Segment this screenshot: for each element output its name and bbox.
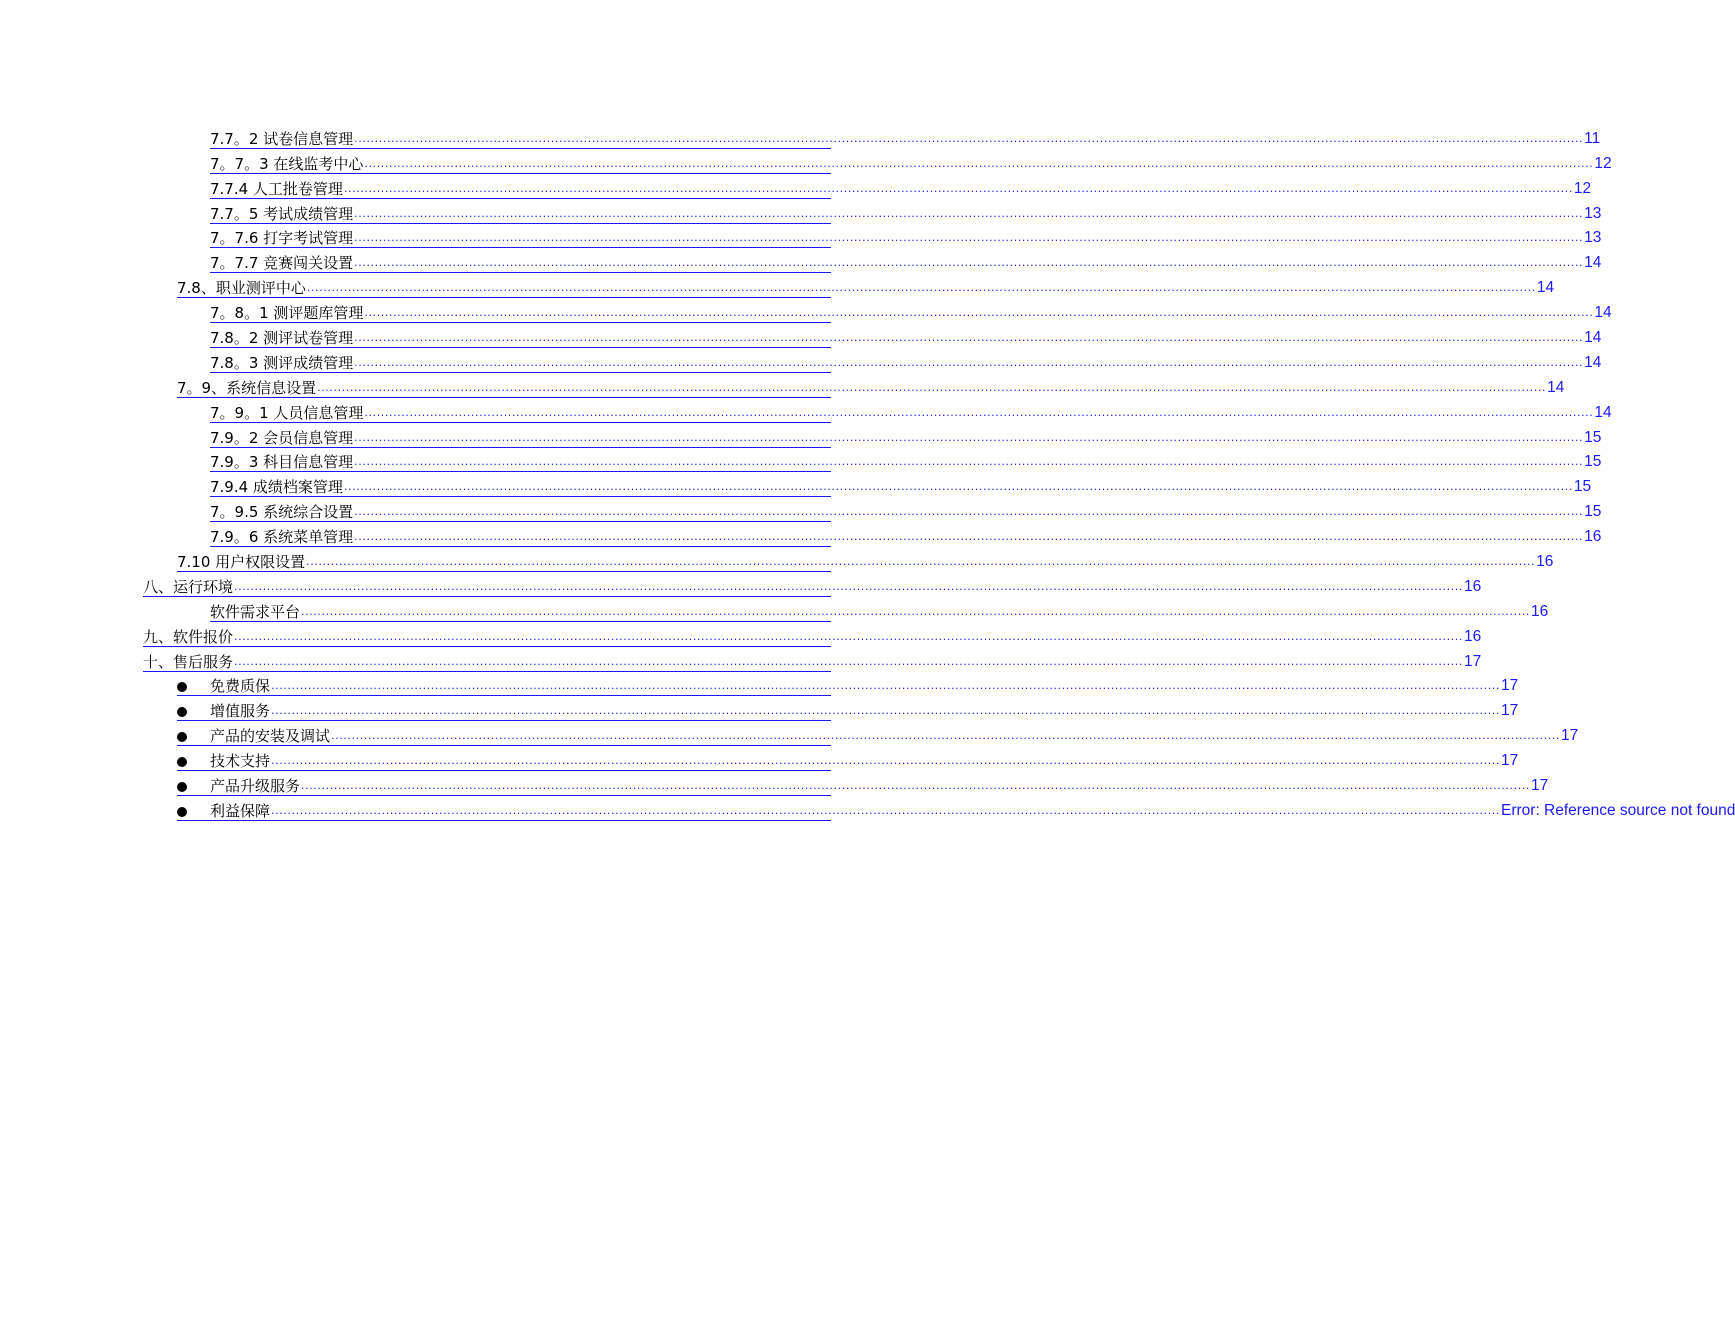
toc-row — [177, 746, 1519, 771]
dot-leader: ............................................................................................................................................................................................................................................................................................................ — [364, 306, 1594, 320]
toc-entry-title: 7.7。5 考试成绩管理 — [210, 204, 354, 223]
toc-row — [177, 273, 1555, 298]
toc-entry-title: 7.8。3 测评成绩管理 — [210, 353, 354, 372]
toc-entry-link[interactable] — [143, 627, 1482, 647]
toc-entry-title: 7。7.6 打字考试管理 — [210, 229, 354, 248]
toc-page-number: 13 — [1584, 229, 1602, 247]
toc-entry-link[interactable] — [210, 403, 1612, 423]
toc-page-number: 14 — [1594, 304, 1612, 322]
toc-entry-title: 软件需求平台 — [210, 602, 301, 621]
toc-entry-title: 7。7。3 在线监考中心 — [210, 154, 364, 173]
bullet-icon — [177, 682, 187, 692]
toc-entry-link[interactable] — [210, 154, 1612, 174]
toc-entry-title: 7.9。6 系统菜单管理 — [210, 528, 354, 547]
toc-row — [177, 721, 1579, 746]
toc-page-number: 15 — [1584, 503, 1602, 521]
toc-page-number: 16 — [1464, 627, 1482, 645]
dot-leader: ............................................................................................................................................................................................................................................................................................................ — [354, 231, 1584, 245]
toc-row — [210, 323, 1602, 348]
dot-leader: ............................................................................................................................................................................................................................................................................................................ — [317, 380, 1547, 394]
toc-page-number: 15 — [1584, 453, 1602, 471]
bullet-icon — [177, 707, 187, 717]
toc-entry-title: 技术支持 — [210, 752, 271, 771]
toc-entry-title: 7.9。2 会员信息管理 — [210, 428, 354, 447]
toc-entry-title: 免费质保 — [210, 677, 271, 696]
dot-leader: ............................................................................................................................................................................................................................................................................................................ — [354, 530, 1584, 544]
toc-entry-link[interactable] — [210, 329, 1602, 348]
toc-page-number: 12 — [1573, 179, 1592, 197]
toc-row — [143, 622, 1482, 647]
toc-row — [210, 448, 1602, 473]
toc-page-number: 16 — [1464, 577, 1482, 595]
dot-leader: ............................................................................................................................................................................................................................................................................................................ — [354, 430, 1584, 444]
toc-row — [210, 174, 1592, 199]
toc-page-number: 17 — [1561, 727, 1579, 745]
toc-row — [210, 149, 1612, 174]
dot-leader: ............................................................................................................................................................................................................................................................................................................ — [354, 131, 1584, 145]
dot-leader: ............................................................................................................................................................................................................................................................................................................ — [271, 704, 1500, 718]
toc-entry-link[interactable] — [210, 353, 1602, 373]
toc-page-number: 17 — [1531, 777, 1549, 795]
dot-leader: ............................................................................................................................................................................................................................................................................................................ — [306, 281, 1536, 295]
toc-entry-link[interactable] — [177, 702, 1519, 721]
toc-entry-title: 增值服务 — [210, 702, 271, 721]
toc-entry-title: 7。9.5 系统综合设置 — [210, 503, 354, 522]
toc-page-number: 14 — [1584, 329, 1602, 347]
toc-row — [177, 547, 1554, 572]
toc-row — [210, 522, 1602, 547]
toc-entry-title: 7.8、职业测评中心 — [177, 279, 306, 298]
toc-page-number: 15 — [1573, 478, 1592, 496]
toc-row — [210, 298, 1612, 323]
toc-row — [210, 248, 1602, 273]
dot-leader: ............................................................................................................................................................................................................................................................................................................ — [364, 405, 1594, 419]
toc-entry-title: 产品升级服务 — [210, 777, 301, 796]
toc-row — [210, 124, 1601, 149]
toc-row — [177, 672, 1519, 697]
toc-entry-title: 7.9.4 成绩档案管理 — [210, 478, 343, 497]
toc-page-number: 17 — [1501, 752, 1519, 770]
toc-row — [177, 771, 1549, 796]
dot-leader: ............................................................................................................................................................................................................................................................................................................ — [354, 455, 1584, 469]
toc-row — [210, 398, 1612, 423]
toc-row — [210, 199, 1602, 224]
dot-leader: ............................................................................................................................................................................................................................................................................................................ — [331, 729, 1560, 743]
toc-row — [177, 373, 1565, 398]
toc-entry-link[interactable] — [177, 378, 1565, 398]
bullet-icon — [177, 782, 187, 792]
dot-leader: ............................................................................................................................................................................................................................................................................................................ — [306, 555, 1536, 569]
toc-entry-link[interactable] — [210, 229, 1602, 248]
toc-page-number: 17 — [1501, 677, 1519, 695]
dot-leader: ............................................................................................................................................................................................................................................................................................................ — [234, 654, 1463, 668]
dot-leader: ............................................................................................................................................................................................................................................................................................................ — [271, 803, 1500, 817]
dot-leader: ............................................................................................................................................................................................................................................................................................................ — [271, 754, 1500, 768]
toc-entry-title: 九、软件报价 — [143, 627, 234, 646]
toc-page-number: 17 — [1501, 702, 1519, 720]
toc-row — [177, 796, 1735, 821]
toc-row — [177, 696, 1519, 721]
toc-entry-link[interactable] — [177, 279, 1555, 298]
toc-entry-link[interactable] — [177, 801, 1735, 821]
toc-row — [210, 597, 1549, 622]
toc-entry-title: 7。9、系统信息设置 — [177, 378, 317, 397]
toc-entry-title: 7.9。3 科目信息管理 — [210, 453, 354, 472]
toc-entry-link[interactable] — [177, 777, 1549, 796]
toc-row — [143, 572, 1482, 597]
dot-leader: ............................................................................................................................................................................................................................................................................................................ — [354, 331, 1584, 345]
toc-entry-link[interactable] — [210, 254, 1602, 273]
toc-row — [210, 423, 1602, 448]
dot-leader: ............................................................................................................................................................................................................................................................................................................ — [354, 206, 1584, 220]
toc-row — [210, 497, 1602, 522]
toc-page-number: 12 — [1594, 154, 1612, 172]
toc-page-number: 14 — [1584, 353, 1602, 371]
toc-entry-link[interactable] — [210, 304, 1612, 323]
toc-entry-link[interactable] — [177, 727, 1579, 746]
dot-leader: ............................................................................................................................................................................................................................................................................................................ — [354, 505, 1584, 519]
toc-entry-title: 7。9。1 人员信息管理 — [210, 403, 364, 422]
toc-entry-title: 7.10 用户权限设置 — [177, 553, 306, 572]
toc-page-number: 14 — [1584, 254, 1602, 272]
toc-row — [210, 224, 1602, 249]
dot-leader: ............................................................................................................................................................................................................................................................................................................ — [354, 256, 1584, 270]
dot-leader: ............................................................................................................................................................................................................................................................................................................ — [271, 679, 1500, 693]
toc-entry-link[interactable] — [210, 428, 1602, 448]
dot-leader: ............................................................................................................................................................................................................................................................................................................ — [301, 604, 1530, 618]
toc-page-number: 16 — [1584, 528, 1602, 546]
toc-page-number: 16 — [1531, 602, 1549, 620]
toc-page-number: 11 — [1584, 129, 1601, 147]
toc-entry-link[interactable] — [210, 528, 1602, 547]
toc-entry-title: 7。8。1 测评题库管理 — [210, 304, 364, 323]
toc-page-number: 16 — [1536, 553, 1554, 571]
toc-row — [143, 647, 1482, 672]
toc-entry-title: 十、售后服务 — [143, 652, 234, 671]
toc-page-number: 15 — [1584, 428, 1602, 446]
dot-leader: ............................................................................................................................................................................................................................................................................................................ — [234, 629, 1463, 643]
toc-entry-title: 产品的安装及调试 — [210, 727, 331, 746]
toc-row — [210, 348, 1602, 373]
bullet-icon — [177, 807, 187, 817]
toc-entry-title: 7.7。2 试卷信息管理 — [210, 129, 354, 148]
toc-entry-link[interactable] — [177, 677, 1519, 696]
table-of-contents — [0, 124, 1735, 821]
dot-leader: ............................................................................................................................................................................................................................................................................................................ — [364, 156, 1594, 170]
dot-leader: ............................................................................................................................................................................................................................................................................................................ — [234, 579, 1463, 593]
toc-entry-link[interactable] — [177, 752, 1519, 771]
toc-page-number: 14 — [1594, 403, 1612, 421]
toc-row — [210, 472, 1592, 497]
toc-entry-link[interactable] — [143, 577, 1482, 597]
toc-entry-link[interactable] — [210, 204, 1602, 224]
toc-page-number: 13 — [1584, 204, 1602, 222]
toc-page-number: 14 — [1536, 279, 1555, 297]
toc-entry-title: 7.8。2 测评试卷管理 — [210, 329, 354, 348]
dot-leader: ............................................................................................................................................................................................................................................................................................................ — [301, 779, 1530, 793]
dot-leader: ............................................................................................................................................................................................................................................................................................................ — [343, 181, 1573, 195]
toc-entry-link[interactable] — [210, 503, 1602, 522]
toc-entry-link[interactable] — [177, 553, 1554, 572]
toc-entry-link[interactable] — [143, 652, 1482, 672]
toc-entry-title: 利益保障 — [210, 801, 271, 820]
toc-page-number: 14 — [1547, 378, 1565, 396]
bullet-icon — [177, 732, 187, 742]
toc-entry-link[interactable] — [210, 179, 1592, 199]
toc-entry-link[interactable] — [210, 602, 1549, 622]
toc-entry-title: 7.7.4 人工批卷管理 — [210, 179, 343, 198]
bullet-icon — [177, 757, 187, 767]
toc-page-number: 17 — [1464, 652, 1482, 670]
dot-leader: ............................................................................................................................................................................................................................................................................................................ — [343, 480, 1573, 494]
toc-entry-title: 八、运行环境 — [143, 577, 234, 596]
toc-entry-link[interactable] — [210, 129, 1601, 149]
toc-entry-title: 7。7.7 竞赛闯关设置 — [210, 254, 354, 273]
dot-leader: ............................................................................................................................................................................................................................................................................................................ — [354, 355, 1584, 369]
toc-entry-link[interactable] — [210, 478, 1592, 497]
toc-entry-link[interactable] — [210, 453, 1602, 472]
toc-page-number: Error: Reference source not found — [1501, 801, 1735, 819]
